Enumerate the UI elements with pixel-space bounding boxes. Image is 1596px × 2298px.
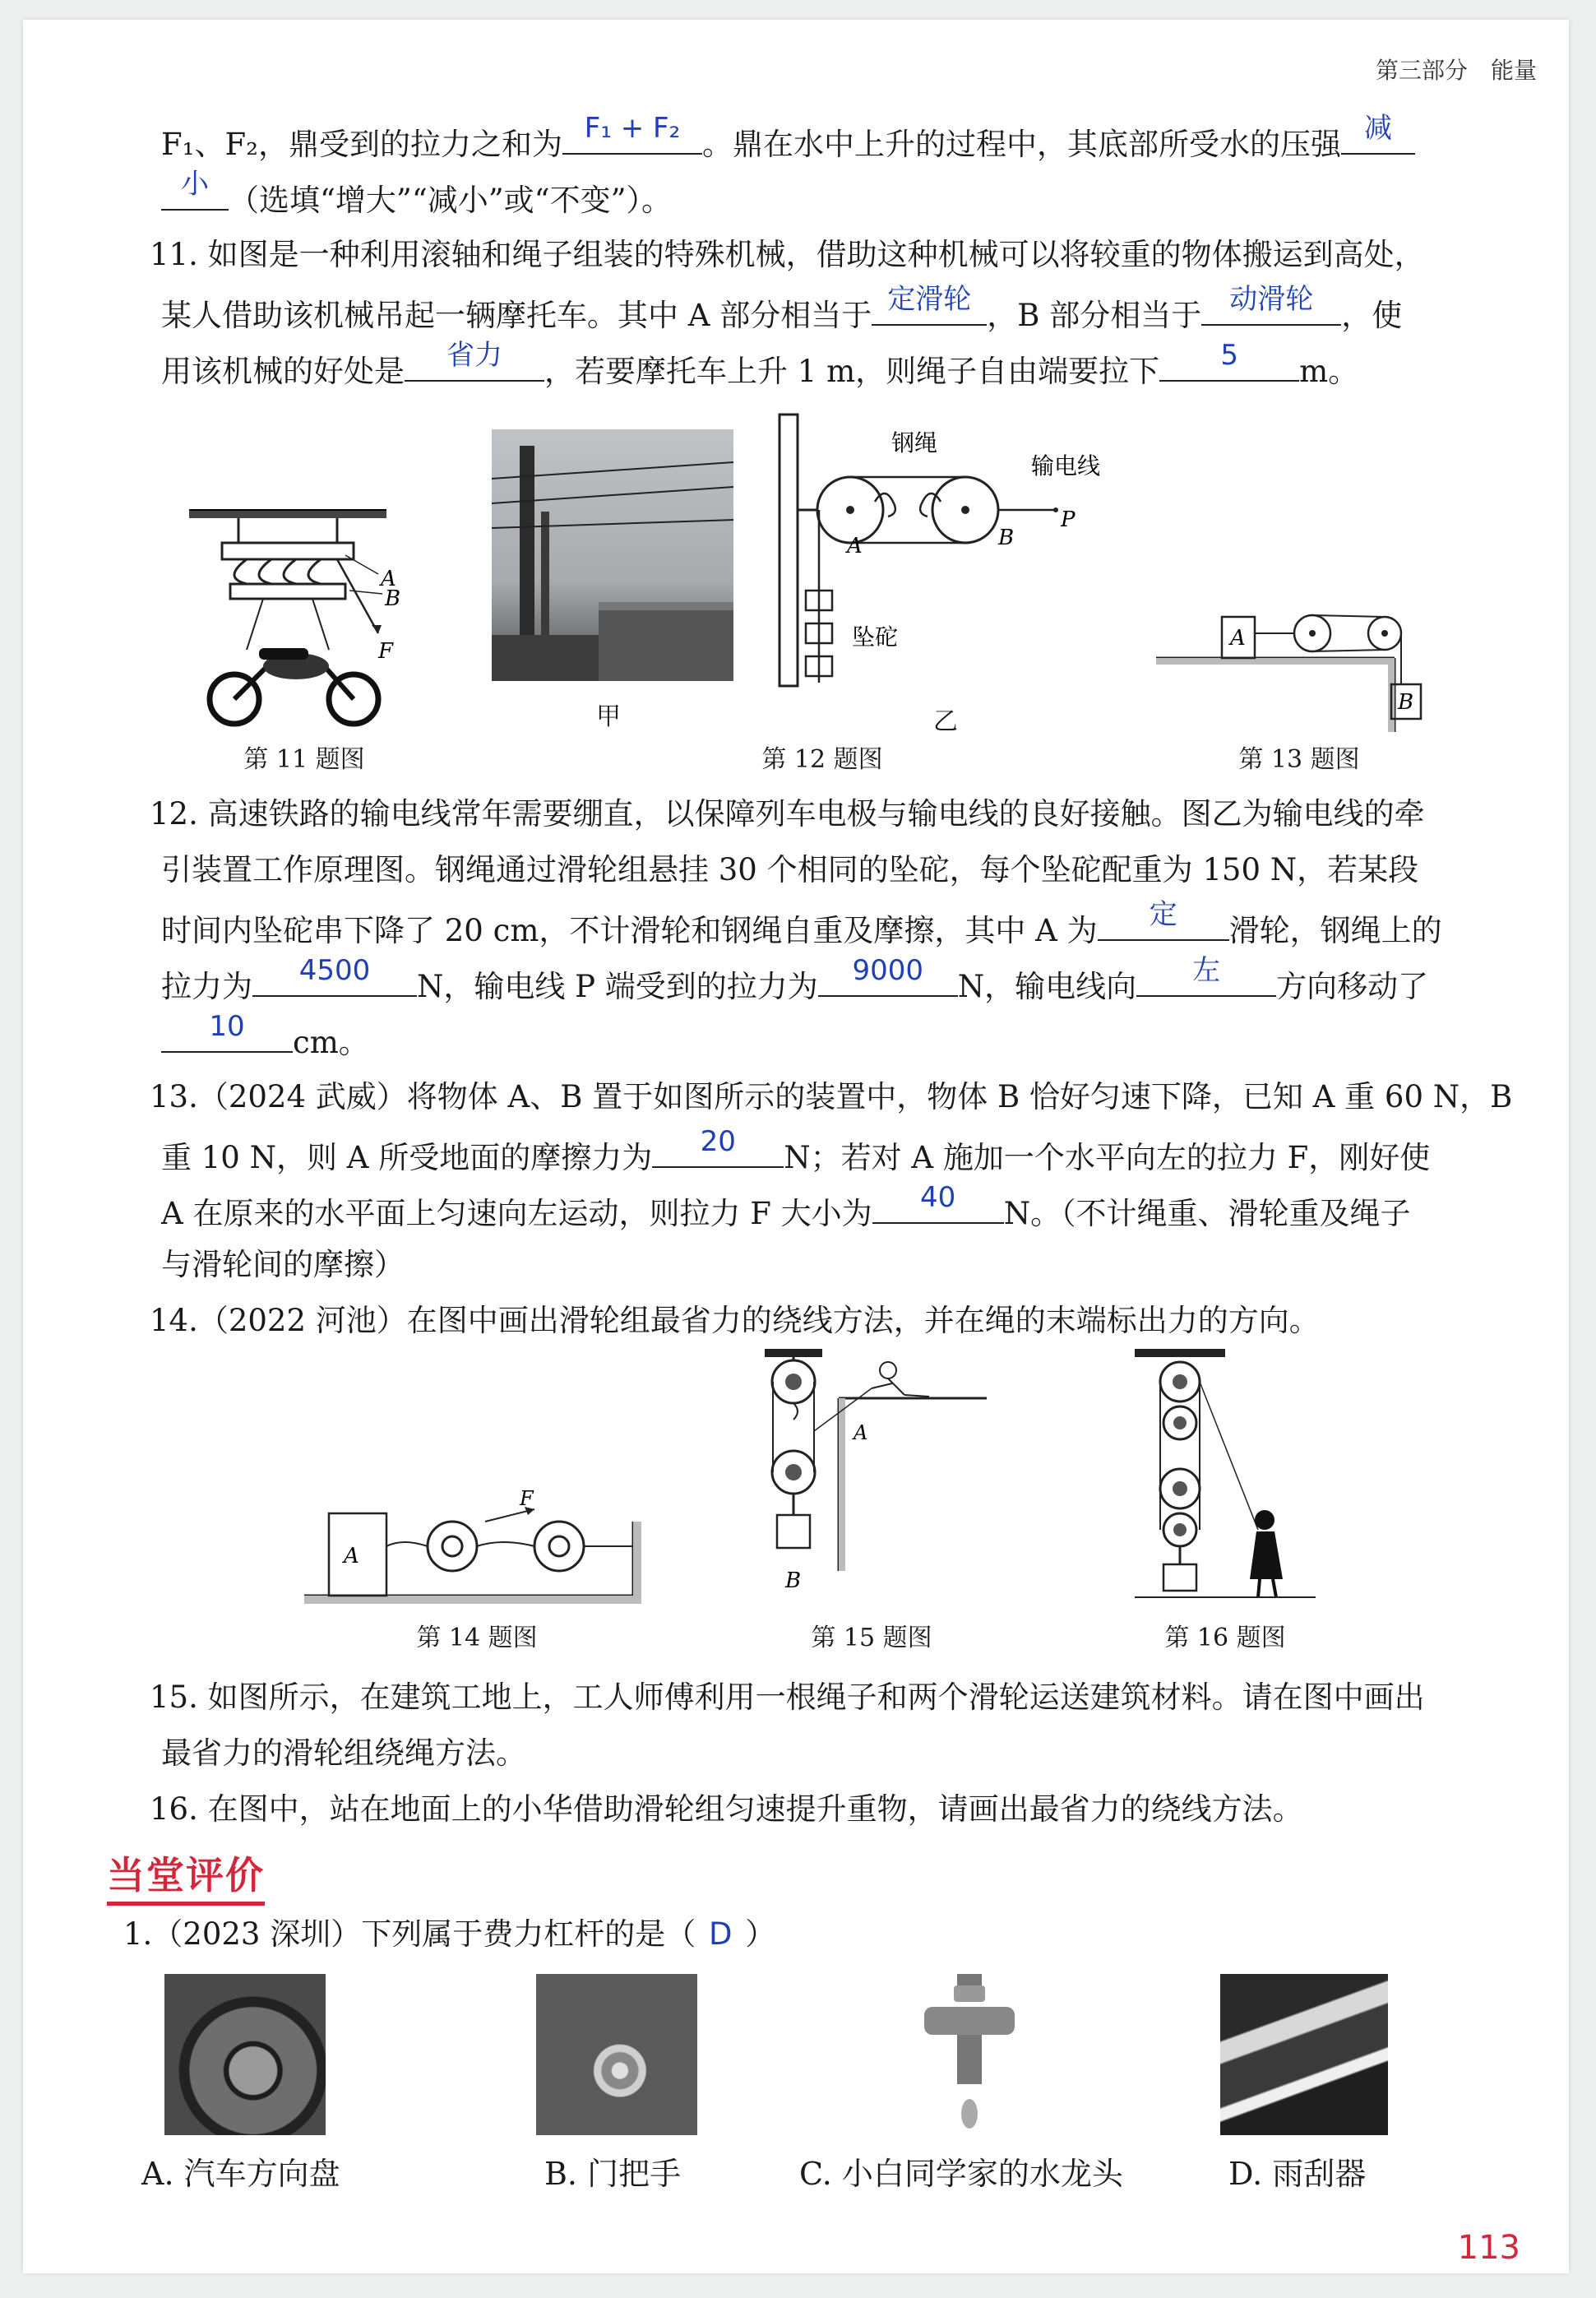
q13-answer-1: 20 bbox=[700, 1125, 736, 1158]
q15-line1: 15. 如图所示，在建筑工地上，工人师傅利用一根绳子和两个滑轮运送建筑材料。请在图中画出 bbox=[150, 1679, 1425, 1715]
fig16-load bbox=[1163, 1564, 1196, 1591]
option-a-label: A. 汽车方向盘 bbox=[141, 2156, 340, 2192]
figure-12-yi bbox=[776, 411, 1130, 691]
q13-text-b: N；若对 A 施加一个水平向左的拉力 F，刚好使 bbox=[784, 1140, 1431, 1175]
q12-text-b: 滑轮，钢绳上的 bbox=[1228, 913, 1442, 948]
eval-q1-text: 1.（2023 深圳）下列属于费力杠杆的是（ bbox=[123, 1916, 696, 1952]
section-title: 当堂评价 bbox=[107, 1846, 265, 1906]
page-number: 113 bbox=[1457, 2229, 1520, 2267]
fig14-label-a: A bbox=[344, 1544, 359, 1568]
fig13-label-a: A bbox=[1230, 626, 1246, 651]
fig12-label-b: B bbox=[998, 526, 1015, 550]
q11-answer-4: 5 bbox=[1220, 339, 1238, 372]
q10-blank-3 bbox=[161, 168, 229, 211]
worker-figure bbox=[872, 1362, 929, 1397]
q13-line1: 13.（2024 武威）将物体 A、B 置于如图所示的装置中，物体 B 恰好匀速下降，已知 A 重 60 N，B bbox=[150, 1079, 1513, 1114]
q12-text-f: 方向移动了 bbox=[1276, 969, 1429, 1004]
fig12-label-weight: 坠砣 bbox=[852, 623, 899, 651]
q12-text-c: 拉力为 bbox=[161, 969, 252, 1004]
q10-text-b: 。鼎在水中上升的过程中，其底部所受水的压强 bbox=[702, 127, 1342, 162]
q10-answer-2: 减 bbox=[1364, 112, 1393, 145]
q13-text-c: A 在原来的水平面上匀速向左运动，则拉力 F 大小为 bbox=[161, 1196, 872, 1231]
q12-text-d: N，输电线 P 端受到的拉力为 bbox=[417, 969, 818, 1004]
figure-11 bbox=[181, 493, 403, 732]
q13-line4: 与滑轮间的摩擦） bbox=[161, 1247, 405, 1282]
fig15-load-b bbox=[777, 1515, 810, 1548]
q10-line2 bbox=[161, 168, 1596, 220]
roller-a bbox=[222, 543, 354, 559]
q11-blank-1 bbox=[872, 283, 987, 326]
fig12-label-a: A bbox=[847, 534, 863, 558]
q10-text-c: （选填“增大”“减小”或“不变”）。 bbox=[229, 183, 672, 218]
q10-blank-1 bbox=[562, 112, 702, 155]
q10-answer-3: 小 bbox=[181, 168, 209, 201]
q11-blank-4 bbox=[1159, 339, 1299, 382]
q13-blank-1 bbox=[652, 1125, 784, 1168]
figure-16 bbox=[1118, 1341, 1332, 1612]
q13-answer-2: 40 bbox=[920, 1181, 956, 1214]
fig12-label-rope: 钢绳 bbox=[891, 429, 938, 456]
q12-answer-4: 左 bbox=[1192, 954, 1221, 987]
q11-answer-2: 动滑轮 bbox=[1229, 283, 1314, 316]
q11-line1: 11. 如图是一种利用滚轴和绳子组装的特殊机械，借助这种机械可以将较重的物体搬运到高处， bbox=[150, 237, 1425, 272]
chapter-header: 第三部分 能量 bbox=[1375, 57, 1537, 84]
q12-blank-2 bbox=[252, 954, 417, 997]
eval-q1-answer: D bbox=[708, 1916, 733, 1952]
q12-blank-1 bbox=[1098, 898, 1229, 941]
eval-q1-end: ） bbox=[745, 1916, 776, 1952]
q12-text-e: N，输电线向 bbox=[957, 969, 1137, 1004]
q13-text-d: N。（不计绳重、滑轮重及绳子 bbox=[1003, 1196, 1411, 1231]
fig11-caption: 第 11 题图 bbox=[243, 745, 365, 774]
fig12-photo bbox=[492, 429, 733, 681]
fig15-caption: 第 15 题图 bbox=[811, 1624, 932, 1652]
q13-line3 bbox=[161, 1181, 1596, 1234]
q10-answer-1: F₁ + F₂ bbox=[584, 112, 681, 145]
q11-blank-2 bbox=[1201, 283, 1341, 326]
q12-blank-4 bbox=[1136, 954, 1276, 997]
q11-text-d: 用该机械的好处是 bbox=[161, 354, 405, 389]
fig11-label-b: B bbox=[385, 586, 401, 611]
q14-line1: 14.（2022 河池）在图中画出滑轮组最省力的绕线方法，并在绳的末端标出力的方向。 bbox=[150, 1303, 1320, 1338]
q12-line2: 引装置工作原理图。钢绳通过滑轮组悬挂 30 个相同的坠砣，每个坠砣配重为 150 N，若某段 bbox=[161, 852, 1419, 887]
q11-answer-3: 省力 bbox=[446, 339, 502, 372]
fig16-caption: 第 16 题图 bbox=[1164, 1624, 1286, 1652]
fig12-label-p: P bbox=[1061, 507, 1076, 532]
fig15-label-b: B bbox=[785, 1568, 802, 1593]
q12-answer-2: 4500 bbox=[298, 954, 371, 987]
q11-text-e: ，若要摩托车上升 1 m，则绳子自由端要拉下 bbox=[544, 354, 1160, 389]
option-c-label: C. 小白同学家的水龙头 bbox=[799, 2156, 1123, 2192]
fig11-label-a: A bbox=[381, 567, 396, 591]
q15-line2: 最省力的滑轮组绕绳方法。 bbox=[161, 1735, 526, 1771]
fig12-caption: 第 12 题图 bbox=[761, 745, 883, 774]
q10-line1 bbox=[161, 112, 1596, 164]
option-a-photo bbox=[164, 1974, 326, 2135]
option-b-photo bbox=[536, 1974, 697, 2135]
q12-answer-3: 9000 bbox=[852, 954, 924, 987]
option-c-photo bbox=[908, 1974, 1031, 2135]
option-d-label: D. 雨刮器 bbox=[1228, 2156, 1367, 2192]
q12-text-g: cm。 bbox=[293, 1025, 369, 1060]
q12-blank-3 bbox=[818, 954, 958, 997]
q12-answer-1: 定 bbox=[1149, 898, 1177, 931]
fig11-label-f: F bbox=[378, 639, 394, 664]
q11-answer-1: 定滑轮 bbox=[887, 283, 972, 316]
figure-13 bbox=[1148, 592, 1452, 732]
q12-text-a: 时间内坠砣串下降了 20 cm，不计滑轮和钢绳自重及摩擦，其中 A 为 bbox=[161, 913, 1098, 948]
q11-line3 bbox=[161, 339, 1596, 391]
q13-text-a: 重 10 N，则 A 所受地面的摩擦力为 bbox=[161, 1140, 653, 1175]
q12-answer-5: 10 bbox=[209, 1010, 245, 1043]
q11-text-c: ，使 bbox=[1341, 298, 1403, 333]
motorcycle bbox=[210, 648, 378, 724]
fig14-label-f: F bbox=[520, 1487, 534, 1510]
figure-14 bbox=[296, 1398, 658, 1612]
q12-line1: 12. 高速铁路的输电线常年需要绷直，以保障列车电极与输电线的良好接触。图乙为输电线的牵 bbox=[150, 796, 1425, 832]
q10-text-a: F₁、F₂，鼎受到的拉力之和为 bbox=[161, 127, 563, 162]
fig14-pulley-1 bbox=[428, 1522, 477, 1571]
fig14-pulley-2 bbox=[534, 1522, 584, 1571]
q13-blank-2 bbox=[872, 1181, 1004, 1224]
fig13-caption: 第 13 题图 bbox=[1238, 745, 1360, 774]
q11-text-a: 某人借助该机械吊起一辆摩托车。其中 A 部分相当于 bbox=[161, 298, 872, 333]
q11-text-b: ，B 部分相当于 bbox=[987, 298, 1202, 333]
fig12-label-jia: 甲 bbox=[596, 702, 621, 731]
q11-text-f: m。 bbox=[1299, 354, 1359, 389]
fig15-label-a: A bbox=[854, 1421, 868, 1444]
fig14-caption: 第 14 题图 bbox=[416, 1624, 538, 1652]
q12-line5 bbox=[161, 1010, 1596, 1063]
fig12-label-wire: 输电线 bbox=[1031, 452, 1101, 480]
figure-15 bbox=[740, 1341, 987, 1612]
fig13-label-b: B bbox=[1398, 690, 1414, 715]
ceiling bbox=[189, 510, 386, 518]
eval-q1 bbox=[123, 1915, 1596, 1954]
q13-line2 bbox=[161, 1125, 1596, 1178]
wall-post bbox=[779, 415, 798, 686]
q10-blank-2 bbox=[1341, 112, 1415, 155]
q16-line1: 16. 在图中，站在地面上的小华借助滑轮组匀速提升重物，请画出最省力的绕线方法。 bbox=[150, 1791, 1303, 1827]
roller-b bbox=[230, 584, 345, 599]
q12-blank-5 bbox=[161, 1010, 293, 1053]
option-b-label: B. 门把手 bbox=[544, 2156, 682, 2192]
q11-blank-3 bbox=[405, 339, 544, 382]
fig12-label-yi: 乙 bbox=[933, 707, 958, 736]
option-d-photo bbox=[1220, 1974, 1388, 2135]
q11-line2 bbox=[161, 283, 1596, 336]
q12-line3 bbox=[161, 898, 1596, 951]
q12-line4 bbox=[161, 954, 1596, 1007]
